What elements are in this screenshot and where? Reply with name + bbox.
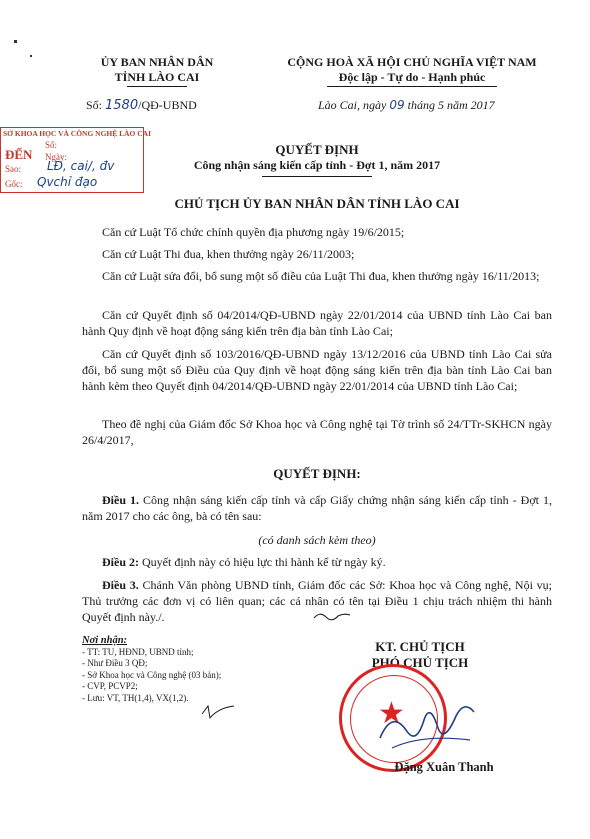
document-date (318, 98, 495, 113)
seal-star-icon: ★ (378, 697, 405, 730)
stamp-so-label: Số: (45, 140, 58, 150)
subtitle-divider (262, 176, 372, 177)
basis-paragraph: Căn cứ Luật Thi đua, khen thưởng ngày 26/11/2003; (102, 247, 355, 261)
number-handwritten: 1580 (105, 98, 139, 113)
number-suffix: /QĐ-UBND (138, 98, 197, 112)
date-day-handwritten: 09 (389, 98, 405, 112)
national-header (262, 55, 562, 87)
article-1-note: (có danh sách kèm theo) (258, 533, 376, 547)
national-motto: Độc lập - Tự do - Hạnh phúc (338, 70, 486, 84)
article-1-text: Công nhận sáng kiến cấp tỉnh và cấp Giấy chứng nhận sáng kiến cấp tỉnh - Đợt 1, năm 2017 cho các ông, bà có tên sau: (82, 493, 552, 523)
recipient-item: - CVP, PCVP2; (82, 681, 138, 691)
document-number (86, 98, 197, 113)
recipient-check-mark (200, 702, 236, 724)
article-2-text: Quyết định này có hiệu lực thi hành kể từ ngày ký. (139, 555, 386, 569)
date-suffix: tháng 5 năm 2017 (404, 98, 495, 112)
agency-header (82, 55, 232, 87)
national-title: CỘNG HOÀ XÃ HỘI CHỦ NGHĨA VIỆT NAM (287, 55, 537, 69)
article-3-text: Chánh Văn phòng UBND tỉnh, Giám đốc các Sở: Khoa học và Công nghệ, Nội vụ; Thủ trưởng các đơn vị có liên quan; các cá nhân có tên tại Điều 1 chịu trách nhiệm thi hành Quyết định này./. (82, 578, 553, 624)
date-prefix: Lào Cai, ngày (318, 98, 390, 112)
agency-name: ỦY BAN NHÂN DÂN (100, 55, 214, 69)
recipient-item: - TT: TU, HĐND, UBND tỉnh; (82, 646, 194, 657)
stamp-hand-note-2: Qvchỉ đạo (37, 175, 98, 189)
stamp-org: SỞ KHOA HỌC VÀ CÔNG NGHỆ LÀO CAI (3, 129, 152, 138)
margin-mark (30, 55, 32, 57)
decision-heading: QUYẾT ĐỊNH: (273, 466, 361, 481)
recipients-label: Nơi nhận: (82, 635, 128, 646)
handwritten-signature (372, 690, 482, 760)
signature-title-2: PHÓ CHỦ TỊCH (371, 655, 469, 670)
document-subtitle: Công nhận sáng kiến cấp tỉnh - Đợt 1, năm 2017 (193, 158, 441, 172)
stamp-sao-label: Sao: (5, 164, 22, 174)
basis-paragraph: Căn cứ Luật sửa đổi, bổ sung một số điều của Luật Thi đua, khen thưởng ngày 16/11/2013; (102, 269, 540, 283)
agency-province: TỈNH LÀO CAI (114, 70, 200, 84)
motto-divider (327, 86, 497, 87)
stamp-den: ĐẾN (5, 147, 33, 162)
basis-paragraph: Căn cứ Quyết định số 04/2014/QĐ-UBND ngày 22/01/2014 của UBND tỉnh Lào Cai ban hành Quy định về hoạt động sáng kiến trên địa bàn tỉnh Lào Cai; (82, 308, 552, 338)
end-flourish (312, 609, 352, 623)
article-3-label: Điều 3. (102, 578, 139, 592)
signer-name: Đặng Xuân Thanh (394, 760, 494, 774)
recipients-block (82, 635, 312, 704)
recipient-item: - Như Điều 3 QĐ; (82, 658, 148, 668)
basis-paragraph: Căn cứ Quyết định số 103/2016/QĐ-UBND ngày 13/12/2016 của UBND tỉnh Lào Cai sửa đổi, bổ sung một số Điều của Quy định về hoạt động sáng kiến trên địa bàn tỉnh Lào Cai ban hành kèm theo Quyết định 04/2014/QĐ-UBND ngày 22/01/2014 của UBND tỉnh Lào Cai; (82, 347, 552, 393)
article-2-label: Điều 2: (102, 555, 139, 569)
stamp-hand-note-1: LĐ, cai/, đv (47, 159, 115, 173)
stamp-ngay-label: Ngày: (45, 152, 67, 162)
recipient-item: - Lưu: VT, TH(1,4), VX(1,2). (82, 692, 189, 703)
number-prefix: Số: (86, 98, 106, 112)
signature-title-1: KT. CHỦ TỊCH (375, 639, 465, 654)
recipient-item: - Sở Khoa học và Công nghệ (03 bản); (82, 669, 222, 680)
article-1-label: Điều 1. (102, 493, 139, 507)
article-2 (82, 554, 552, 570)
margin-mark (14, 40, 17, 43)
issuer-line: CHỦ TỊCH ỦY BAN NHÂN DÂN TỈNH LÀO CAI (174, 196, 460, 211)
header-divider (127, 86, 187, 87)
basis-paragraph: Theo đề nghị của Giám đốc Sở Khoa học và Công nghệ tại Tờ trình số 24/TTr-SKHCN ngày 26/4/2017, (82, 417, 552, 447)
basis-paragraph: Căn cứ Luật Tổ chức chính quyền địa phương ngày 19/6/2015; (102, 225, 405, 239)
article-1 (82, 492, 552, 524)
stamp-goc-label: Gốc: (5, 179, 23, 189)
document-title: QUYẾT ĐỊNH (275, 142, 359, 157)
